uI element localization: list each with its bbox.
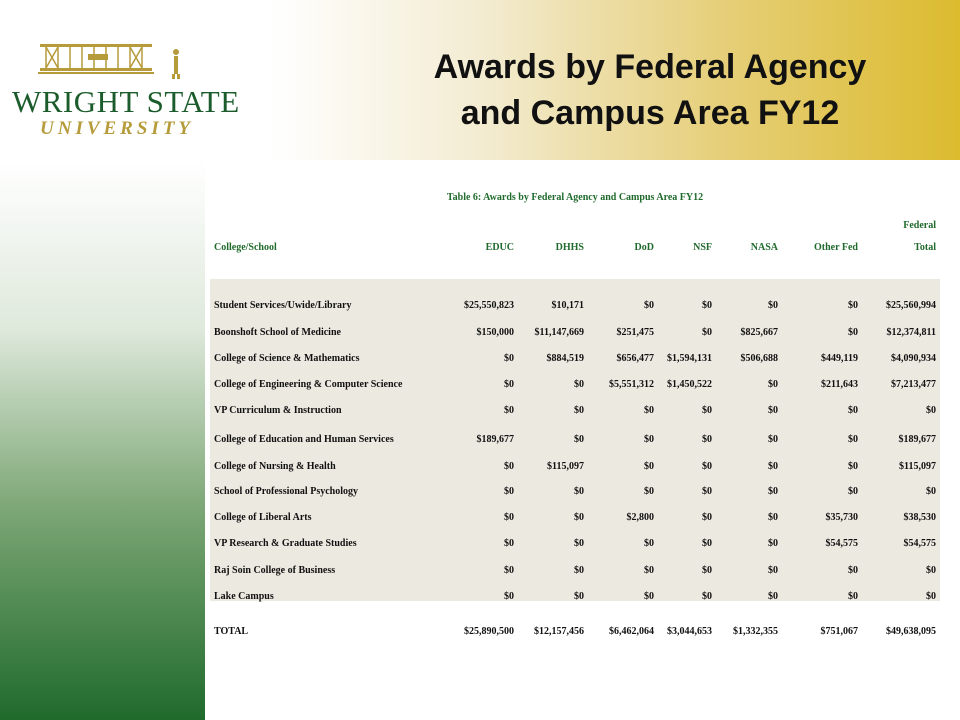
logo-wordmark: WRIGHT STATE — [12, 84, 240, 119]
cell-college: College of Liberal Arts — [214, 512, 312, 523]
header-nasa: NASA — [750, 242, 778, 253]
cell-nsf: $0 — [702, 486, 712, 497]
cell-federal-total: $4,090,934 — [891, 353, 936, 364]
cell-nsf: $0 — [702, 300, 712, 311]
cell-educ: $150,000 — [476, 327, 514, 338]
cell-nsf: $0 — [702, 538, 712, 549]
cell-other-fed: $35,730 — [825, 512, 858, 523]
cell-other-fed: $0 — [848, 405, 858, 416]
cell-college: School of Professional Psychology — [214, 486, 358, 497]
cell-nasa: $506,688 — [740, 353, 778, 364]
cell-educ: $0 — [504, 353, 514, 364]
cell-dhhs: $11,147,669 — [534, 327, 584, 338]
left-gradient-band — [0, 160, 205, 720]
cell-federal-total: $189,677 — [898, 434, 936, 445]
slide-title — [390, 44, 910, 136]
cell-federal-total: $0 — [926, 405, 936, 416]
cell-dhhs: $0 — [574, 591, 584, 602]
cell-nsf: $3,044,653 — [667, 626, 712, 637]
cell-federal-total: $38,530 — [903, 512, 936, 523]
header-nsf: NSF — [693, 242, 712, 253]
cell-nsf: $1,450,522 — [667, 379, 712, 390]
cell-dhhs: $12,157,456 — [534, 626, 584, 637]
cell-federal-total: $12,374,811 — [886, 327, 936, 338]
cell-college: College of Engineering & Computer Science — [214, 379, 403, 390]
cell-college: Raj Soin College of Business — [214, 565, 336, 576]
cell-federal-total: $7,213,477 — [891, 379, 936, 390]
cell-federal-total: $0 — [926, 486, 936, 497]
cell-dod: $0 — [644, 565, 654, 576]
cell-dhhs: $884,519 — [546, 353, 584, 364]
cell-nasa: $0 — [768, 434, 778, 445]
wright-flyer-icon — [38, 38, 198, 80]
cell-educ: $25,890,500 — [464, 626, 514, 637]
cell-other-fed: $0 — [848, 486, 858, 497]
table-row — [214, 538, 940, 552]
table-row — [214, 565, 940, 579]
cell-dod: $0 — [644, 300, 654, 311]
cell-other-fed: $0 — [848, 591, 858, 602]
header-other-fed: Other Fed — [814, 242, 858, 253]
cell-dhhs: $0 — [574, 379, 584, 390]
cell-other-fed: $54,575 — [825, 538, 858, 549]
cell-other-fed: $0 — [848, 461, 858, 472]
cell-dod: $0 — [644, 405, 654, 416]
header-dhhs: DHHS — [555, 242, 584, 253]
cell-dhhs: $0 — [574, 512, 584, 523]
header-educ: EDUC — [485, 242, 514, 253]
header-dod: DoD — [634, 242, 654, 253]
cell-nasa: $0 — [768, 591, 778, 602]
cell-educ: $25,550,823 — [464, 300, 514, 311]
cell-nasa: $825,667 — [740, 327, 778, 338]
cell-federal-total: $49,638,095 — [886, 626, 936, 637]
table-row — [214, 434, 940, 448]
cell-federal-total: $0 — [926, 591, 936, 602]
cell-educ: $0 — [504, 379, 514, 390]
cell-college: College of Science & Mathematics — [214, 353, 360, 364]
cell-dod: $5,551,312 — [609, 379, 654, 390]
table-row — [214, 512, 940, 526]
cell-nsf: $0 — [702, 565, 712, 576]
cell-college: TOTAL — [214, 626, 249, 637]
cell-college: College of Nursing & Health — [214, 461, 336, 472]
cell-nasa: $0 — [768, 300, 778, 311]
cell-educ: $0 — [504, 486, 514, 497]
cell-other-fed: $751,067 — [820, 626, 858, 637]
table-total-row — [214, 626, 940, 640]
table-caption: Table 6: Awards by Federal Agency and Campus Area FY12 — [446, 192, 704, 203]
cell-college: Student Services/Uwide/Library — [214, 300, 352, 311]
cell-dhhs: $0 — [574, 486, 584, 497]
cell-federal-total: $25,560,994 — [886, 300, 936, 311]
cell-college: Boonshoft School of Medicine — [214, 327, 341, 338]
cell-educ: $189,677 — [476, 434, 514, 445]
cell-other-fed: $0 — [848, 565, 858, 576]
cell-other-fed: $0 — [848, 434, 858, 445]
table-row — [214, 327, 940, 341]
cell-other-fed: $449,119 — [821, 353, 858, 364]
cell-dhhs: $0 — [574, 565, 584, 576]
cell-dhhs: $10,171 — [551, 300, 584, 311]
cell-federal-total: $54,575 — [903, 538, 936, 549]
slide-title-line1: Awards by Federal Agency — [433, 48, 867, 86]
cell-dod: $6,462,064 — [609, 626, 654, 637]
cell-dod: $0 — [644, 486, 654, 497]
university-logo — [8, 38, 240, 139]
slide-title-line2: and Campus Area FY12 — [460, 94, 840, 132]
table-row — [214, 300, 940, 314]
cell-educ: $0 — [504, 461, 514, 472]
cell-educ: $0 — [504, 538, 514, 549]
cell-other-fed: $211,643 — [821, 379, 858, 390]
cell-other-fed: $0 — [848, 300, 858, 311]
cell-nsf: $0 — [702, 434, 712, 445]
cell-dod: $0 — [644, 434, 654, 445]
cell-nasa: $0 — [768, 486, 778, 497]
cell-nsf: $0 — [702, 461, 712, 472]
table-row — [214, 405, 940, 419]
cell-college: VP Research & Graduate Studies — [214, 538, 357, 549]
cell-nasa: $0 — [768, 379, 778, 390]
logo-university-text: UNIVERSITY — [40, 118, 195, 139]
table-row — [214, 591, 940, 605]
cell-college: VP Curriculum & Instruction — [214, 405, 342, 416]
cell-dhhs: $0 — [574, 405, 584, 416]
table-row — [214, 379, 940, 393]
cell-dhhs: $115,097 — [547, 461, 584, 472]
cell-nasa: $0 — [768, 461, 778, 472]
cell-dod: $0 — [644, 591, 654, 602]
header-total: Total — [914, 242, 936, 253]
table-row — [214, 461, 940, 475]
cell-nasa: $1,332,355 — [733, 626, 778, 637]
cell-nasa: $0 — [768, 565, 778, 576]
cell-dod: $656,477 — [616, 353, 654, 364]
cell-dod: $251,475 — [616, 327, 654, 338]
cell-college: College of Education and Human Services — [214, 434, 394, 445]
cell-dhhs: $0 — [574, 538, 584, 549]
cell-dod: $0 — [644, 538, 654, 549]
cell-nsf: $1,594,131 — [667, 353, 712, 364]
cell-nsf: $0 — [702, 405, 712, 416]
cell-dod: $2,800 — [626, 512, 654, 523]
cell-nsf: $0 — [702, 327, 712, 338]
cell-dod: $0 — [644, 461, 654, 472]
header-college-school: College/School — [214, 242, 277, 253]
cell-nsf: $0 — [702, 512, 712, 523]
cell-federal-total: $0 — [926, 565, 936, 576]
cell-educ: $0 — [504, 565, 514, 576]
cell-nsf: $0 — [702, 591, 712, 602]
cell-nasa: $0 — [768, 538, 778, 549]
cell-federal-total: $115,097 — [899, 461, 936, 472]
cell-educ: $0 — [504, 591, 514, 602]
cell-educ: $0 — [504, 512, 514, 523]
table-row — [214, 486, 940, 500]
cell-nasa: $0 — [768, 405, 778, 416]
cell-dhhs: $0 — [574, 434, 584, 445]
cell-other-fed: $0 — [848, 327, 858, 338]
cell-educ: $0 — [504, 405, 514, 416]
header-federal: Federal — [903, 220, 936, 231]
cell-nasa: $0 — [768, 512, 778, 523]
cell-college: Lake Campus — [214, 591, 274, 602]
table-row — [214, 353, 940, 367]
